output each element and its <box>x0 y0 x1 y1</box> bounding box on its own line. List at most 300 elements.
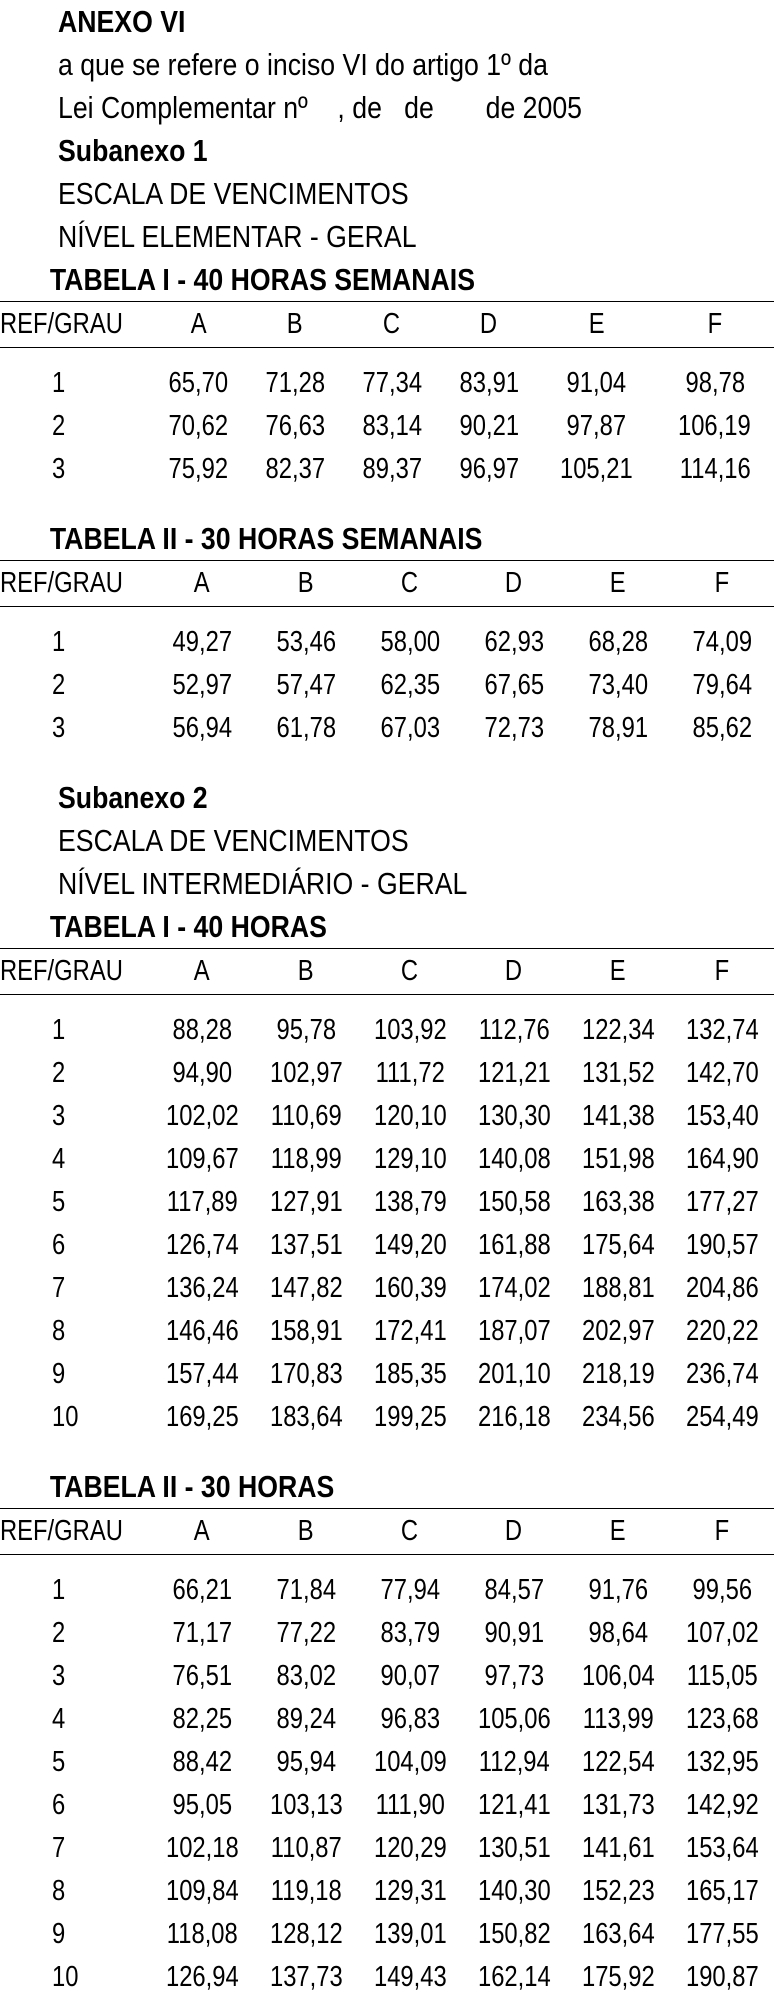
value-cell <box>566 1784 670 1827</box>
salary-table <box>0 948 774 1439</box>
header-label: A <box>193 955 210 987</box>
header-label: A <box>190 308 207 340</box>
ref-cell <box>0 1267 150 1310</box>
value-cell <box>358 1913 462 1956</box>
cell-text: 10 <box>52 1961 79 1993</box>
salary-table <box>0 560 774 750</box>
ref-cell <box>0 664 150 707</box>
column-header-grade <box>656 302 774 348</box>
header-label: REF/GRAU <box>0 1515 123 1547</box>
value-cell <box>462 1870 566 1913</box>
ref-cell <box>0 405 150 448</box>
value-cell <box>344 448 441 491</box>
value-cell <box>670 1181 774 1224</box>
value-cell <box>462 1655 566 1698</box>
cell-text: 95,78 <box>276 1014 336 1046</box>
value-cell <box>566 1655 670 1698</box>
cell-text: 57,47 <box>276 669 336 701</box>
cell-text: 129,31 <box>373 1875 447 1907</box>
ref-cell <box>0 1555 150 1613</box>
cell-text: 52,97 <box>172 669 232 701</box>
cell-text: 104,09 <box>373 1746 447 1778</box>
table-row <box>0 1138 774 1181</box>
header-label: A <box>193 567 210 599</box>
ref-cell <box>0 448 150 491</box>
cell-text: 4 <box>52 1703 66 1735</box>
value-cell <box>150 1267 254 1310</box>
value-cell <box>358 1612 462 1655</box>
ref-cell <box>0 1913 150 1956</box>
value-cell <box>670 1655 774 1698</box>
value-cell <box>358 995 462 1053</box>
cell-text: 1 <box>52 1574 66 1606</box>
cell-text: 102,02 <box>165 1100 239 1132</box>
value-cell <box>670 1870 774 1913</box>
cell-text: 174,02 <box>477 1272 551 1304</box>
cell-text: 94,90 <box>172 1057 232 1089</box>
value-cell <box>670 1052 774 1095</box>
value-cell <box>254 1267 358 1310</box>
table-row <box>0 1698 774 1741</box>
annex-title: ANEXO VI <box>58 4 186 39</box>
value-cell <box>358 1396 462 1439</box>
value-cell <box>670 1138 774 1181</box>
header-label: B <box>297 567 314 599</box>
cell-text: 126,94 <box>165 1961 239 1993</box>
value-cell <box>566 1095 670 1138</box>
value-cell <box>670 1310 774 1353</box>
cell-text: 140,30 <box>477 1875 551 1907</box>
cell-text: 109,67 <box>165 1143 239 1175</box>
table-row <box>0 1956 774 1999</box>
cell-text: 62,93 <box>484 626 544 658</box>
header-label: REF/GRAU <box>0 308 123 340</box>
cell-text: 118,08 <box>166 1918 238 1950</box>
value-cell <box>462 995 566 1053</box>
cell-text: 3 <box>52 1660 66 1692</box>
annex-header <box>0 0 781 129</box>
salary-table <box>0 1508 774 1999</box>
cell-text: 201,10 <box>477 1358 551 1390</box>
value-cell <box>462 607 566 665</box>
value-cell <box>462 1052 566 1095</box>
cell-text: 97,87 <box>566 410 627 442</box>
value-cell <box>462 1784 566 1827</box>
cell-text: 84,57 <box>484 1574 544 1606</box>
value-cell <box>254 1138 358 1181</box>
value-cell <box>440 348 537 406</box>
ref-cell <box>0 1827 150 1870</box>
column-header-grade <box>670 949 774 995</box>
ref-cell <box>0 1310 150 1353</box>
header-label: C <box>401 567 419 599</box>
subannex-2-line-1: ESCALA DE VENCIMENTOS <box>58 823 409 858</box>
cell-text: 73,40 <box>588 669 648 701</box>
value-cell <box>656 348 774 406</box>
header-label: E <box>609 567 626 599</box>
header-label: E <box>588 308 605 340</box>
cell-text: 152,23 <box>581 1875 655 1907</box>
cell-text: 76,51 <box>172 1660 232 1692</box>
value-cell <box>462 1095 566 1138</box>
value-cell <box>358 1052 462 1095</box>
cell-text: 6 <box>52 1789 66 1821</box>
cell-text: 131,52 <box>581 1057 655 1089</box>
header-label: C <box>383 308 401 340</box>
value-cell <box>150 1353 254 1396</box>
column-header-grade <box>670 1509 774 1555</box>
cell-text: 177,55 <box>685 1918 759 1950</box>
cell-text: 150,82 <box>477 1918 551 1950</box>
cell-text: 190,57 <box>685 1229 759 1261</box>
table-row <box>0 1827 774 1870</box>
column-header-grade <box>150 1509 254 1555</box>
cell-text: 122,34 <box>581 1014 655 1046</box>
value-cell <box>462 1956 566 1999</box>
cell-text: 98,64 <box>588 1617 648 1649</box>
cell-text: 72,73 <box>484 712 544 744</box>
value-cell <box>566 1827 670 1870</box>
cell-text: 120,29 <box>373 1832 447 1864</box>
cell-text: 1 <box>52 626 66 658</box>
header-label: E <box>609 955 626 987</box>
cell-text: 5 <box>52 1746 66 1778</box>
column-header-grade <box>150 561 254 607</box>
cell-text: 158,91 <box>269 1315 343 1347</box>
cell-text: 111,72 <box>375 1057 445 1089</box>
value-cell <box>254 1612 358 1655</box>
cell-text: 106,19 <box>678 410 752 442</box>
cell-text: 96,97 <box>459 453 519 485</box>
cell-text: 113,99 <box>582 1703 654 1735</box>
cell-text: 78,91 <box>588 712 648 744</box>
value-cell <box>358 1138 462 1181</box>
subannex-2-table-2-section <box>0 1465 781 1999</box>
table-header-row <box>0 949 774 995</box>
cell-text: 220,22 <box>685 1315 759 1347</box>
cell-text: 121,21 <box>477 1057 551 1089</box>
value-cell <box>566 1555 670 1613</box>
value-cell <box>358 1956 462 1999</box>
ref-cell <box>0 1741 150 1784</box>
cell-text: 151,98 <box>581 1143 655 1175</box>
value-cell <box>566 1741 670 1784</box>
cell-text: 67,03 <box>380 712 440 744</box>
cell-text: 102,97 <box>269 1057 343 1089</box>
cell-text: 175,64 <box>581 1229 655 1261</box>
cell-text: 129,10 <box>373 1143 447 1175</box>
cell-text: 139,01 <box>373 1918 447 1950</box>
cell-text: 62,35 <box>380 669 440 701</box>
value-cell <box>150 1913 254 1956</box>
header-label: REF/GRAU <box>0 955 123 987</box>
column-header-grade <box>150 949 254 995</box>
cell-text: 163,64 <box>581 1918 655 1950</box>
table-header-row <box>0 302 774 348</box>
subannex-1-table-2-section <box>0 517 781 750</box>
value-cell <box>566 1353 670 1396</box>
column-header-ref-grau <box>0 1509 150 1555</box>
cell-text: 75,92 <box>168 453 229 485</box>
value-cell <box>254 1956 358 1999</box>
value-cell <box>254 1655 358 1698</box>
column-header-grade <box>247 302 344 348</box>
table-row <box>0 1181 774 1224</box>
cell-text: 112,76 <box>478 1014 550 1046</box>
cell-text: 103,92 <box>373 1014 447 1046</box>
value-cell <box>670 1956 774 1999</box>
cell-text: 77,22 <box>276 1617 336 1649</box>
table-row <box>0 348 774 406</box>
cell-text: 4 <box>52 1143 66 1175</box>
subannex-1-line-2: NÍVEL ELEMENTAR - GERAL <box>58 219 417 254</box>
subannex-2-line-2: NÍVEL INTERMEDIÁRIO - GERAL <box>58 866 468 901</box>
cell-text: 7 <box>52 1272 66 1304</box>
value-cell <box>566 1138 670 1181</box>
column-header-grade <box>566 1509 670 1555</box>
value-cell <box>150 1138 254 1181</box>
value-cell <box>358 1741 462 1784</box>
cell-text: 126,74 <box>165 1229 239 1261</box>
value-cell <box>150 1396 254 1439</box>
table-row <box>0 1224 774 1267</box>
value-cell <box>462 1267 566 1310</box>
value-cell <box>462 664 566 707</box>
value-cell <box>670 1353 774 1396</box>
value-cell <box>566 1396 670 1439</box>
cell-text: 97,73 <box>484 1660 544 1692</box>
column-header-grade <box>150 302 247 348</box>
table-row <box>0 1353 774 1396</box>
value-cell <box>566 1698 670 1741</box>
cell-text: 161,88 <box>477 1229 551 1261</box>
header-label: D <box>505 1515 523 1547</box>
value-cell <box>358 1698 462 1741</box>
ref-cell <box>0 1698 150 1741</box>
cell-text: 115,05 <box>686 1660 758 1692</box>
cell-text: 165,17 <box>685 1875 759 1907</box>
cell-text: 149,20 <box>373 1229 447 1261</box>
cell-text: 136,24 <box>165 1272 239 1304</box>
value-cell <box>566 1267 670 1310</box>
cell-text: 254,49 <box>685 1401 759 1433</box>
value-cell <box>566 1956 670 1999</box>
table-title: TABELA II - 30 HORAS SEMANAIS <box>49 521 483 556</box>
column-header-grade <box>462 949 566 995</box>
header-label: E <box>609 1515 626 1547</box>
value-cell <box>566 607 670 665</box>
ref-cell <box>0 1181 150 1224</box>
cell-text: 1 <box>52 367 66 399</box>
cell-text: 83,14 <box>362 410 422 442</box>
value-cell <box>358 1310 462 1353</box>
value-cell <box>254 607 358 665</box>
value-cell <box>358 1181 462 1224</box>
cell-text: 163,38 <box>581 1186 655 1218</box>
cell-text: 95,05 <box>172 1789 232 1821</box>
subannex-1-header <box>0 129 781 258</box>
cell-text: 123,68 <box>685 1703 759 1735</box>
value-cell <box>670 1913 774 1956</box>
cell-text: 95,94 <box>276 1746 336 1778</box>
value-cell <box>150 1224 254 1267</box>
cell-text: 141,61 <box>581 1832 655 1864</box>
cell-text: 79,64 <box>692 669 752 701</box>
value-cell <box>462 1555 566 1613</box>
value-cell <box>254 707 358 750</box>
cell-text: 103,13 <box>269 1789 343 1821</box>
column-header-grade <box>670 561 774 607</box>
value-cell <box>462 1827 566 1870</box>
subannex-1-table-1-section <box>0 258 781 491</box>
cell-text: 2 <box>52 1617 66 1649</box>
cell-text: 236,74 <box>685 1358 759 1390</box>
value-cell <box>358 607 462 665</box>
value-cell <box>254 1784 358 1827</box>
value-cell <box>254 1870 358 1913</box>
ref-cell <box>0 1784 150 1827</box>
cell-text: 1 <box>52 1014 66 1046</box>
ref-cell <box>0 995 150 1053</box>
table-row <box>0 995 774 1053</box>
header-label: REF/GRAU <box>0 567 123 599</box>
cell-text: 162,14 <box>477 1961 551 1993</box>
column-header-grade <box>254 1509 358 1555</box>
value-cell <box>670 1267 774 1310</box>
value-cell <box>537 405 655 448</box>
value-cell <box>670 1224 774 1267</box>
value-cell <box>566 1052 670 1095</box>
column-header-grade <box>566 949 670 995</box>
subannex-1-line-1: ESCALA DE VENCIMENTOS <box>58 176 409 211</box>
cell-text: 70,62 <box>168 410 229 442</box>
value-cell <box>254 995 358 1053</box>
value-cell <box>247 348 344 406</box>
column-header-grade <box>358 561 462 607</box>
value-cell <box>254 1396 358 1439</box>
value-cell <box>566 1612 670 1655</box>
cell-text: 188,81 <box>581 1272 655 1304</box>
cell-text: 91,76 <box>588 1574 648 1606</box>
cell-text: 74,09 <box>692 626 752 658</box>
value-cell <box>440 448 537 491</box>
cell-text: 140,08 <box>477 1143 551 1175</box>
ref-cell <box>0 1612 150 1655</box>
table-title: TABELA II - 30 HORAS <box>49 1469 335 1504</box>
cell-text: 132,74 <box>685 1014 759 1046</box>
cell-text: 149,43 <box>373 1961 447 1993</box>
cell-text: 138,79 <box>373 1186 447 1218</box>
value-cell <box>462 1698 566 1741</box>
cell-text: 172,41 <box>373 1315 447 1347</box>
cell-text: 83,02 <box>276 1660 336 1692</box>
cell-text: 102,18 <box>165 1832 239 1864</box>
table-row <box>0 448 774 491</box>
annex-reference-line-2: Lei Complementar nº , de de de 2005 <box>58 90 582 125</box>
cell-text: 105,06 <box>477 1703 551 1735</box>
cell-text: 107,02 <box>685 1617 759 1649</box>
value-cell <box>358 1353 462 1396</box>
cell-text: 2 <box>52 669 66 701</box>
table-row <box>0 607 774 665</box>
value-cell <box>150 1870 254 1913</box>
cell-text: 71,84 <box>276 1574 336 1606</box>
value-cell <box>462 1181 566 1224</box>
cell-text: 147,82 <box>269 1272 343 1304</box>
cell-text: 3 <box>52 453 66 485</box>
cell-text: 153,40 <box>685 1100 759 1132</box>
cell-text: 89,24 <box>276 1703 336 1735</box>
cell-text: 82,37 <box>265 453 325 485</box>
value-cell <box>150 1956 254 1999</box>
value-cell <box>462 1138 566 1181</box>
cell-text: 185,35 <box>373 1358 447 1390</box>
value-cell <box>150 1310 254 1353</box>
value-cell <box>566 707 670 750</box>
table-title: TABELA I - 40 HORAS SEMANAIS <box>49 262 476 297</box>
value-cell <box>254 1181 358 1224</box>
cell-text: 71,28 <box>265 367 325 399</box>
column-header-ref-grau <box>0 561 150 607</box>
cell-text: 202,97 <box>581 1315 655 1347</box>
header-label: F <box>714 567 730 599</box>
table-row <box>0 707 774 750</box>
cell-text: 90,21 <box>459 410 519 442</box>
header-label: F <box>707 308 723 340</box>
cell-text: 8 <box>52 1875 66 1907</box>
ref-cell <box>0 1956 150 1999</box>
value-cell <box>150 1612 254 1655</box>
cell-text: 141,38 <box>581 1100 655 1132</box>
value-cell <box>566 995 670 1053</box>
cell-text: 71,17 <box>172 1617 232 1649</box>
cell-text: 111,90 <box>375 1789 445 1821</box>
column-header-grade <box>254 561 358 607</box>
salary-table <box>0 301 774 491</box>
value-cell <box>670 1698 774 1741</box>
value-cell <box>150 1741 254 1784</box>
value-cell <box>150 1095 254 1138</box>
cell-text: 82,25 <box>172 1703 232 1735</box>
cell-text: 157,44 <box>165 1358 239 1390</box>
value-cell <box>254 664 358 707</box>
cell-text: 216,18 <box>477 1401 551 1433</box>
ref-cell <box>0 1095 150 1138</box>
table-row <box>0 1612 774 1655</box>
cell-text: 106,04 <box>581 1660 655 1692</box>
table-title: TABELA I - 40 HORAS <box>49 909 327 944</box>
value-cell <box>150 1698 254 1741</box>
value-cell <box>254 1224 358 1267</box>
header-label: C <box>401 1515 419 1547</box>
value-cell <box>150 1181 254 1224</box>
column-header-grade <box>462 561 566 607</box>
cell-text: 90,07 <box>380 1660 440 1692</box>
cell-text: 119,18 <box>270 1875 342 1907</box>
subannex-1-title: Subanexo 1 <box>58 133 208 168</box>
value-cell <box>254 1310 358 1353</box>
cell-text: 130,51 <box>477 1832 551 1864</box>
cell-text: 2 <box>52 1057 66 1089</box>
value-cell <box>462 1353 566 1396</box>
cell-text: 132,95 <box>685 1746 759 1778</box>
cell-text: 177,27 <box>685 1186 759 1218</box>
column-header-grade <box>566 561 670 607</box>
table-row <box>0 1913 774 1956</box>
value-cell <box>440 405 537 448</box>
table-header-row <box>0 561 774 607</box>
cell-text: 190,87 <box>685 1961 759 1993</box>
